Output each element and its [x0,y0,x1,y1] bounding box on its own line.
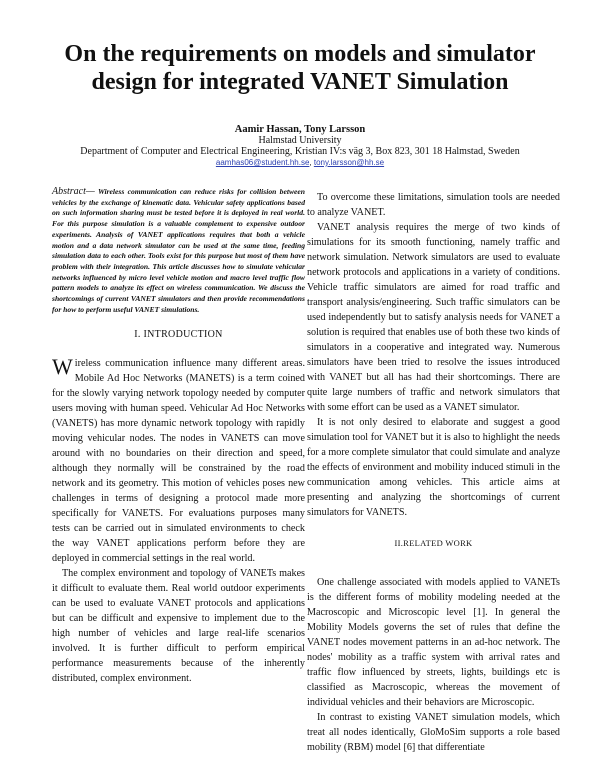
author-emails [60,157,540,169]
intro-paragraph-3: To overcome these limitations, simulation tools are needed to analyze VANET. [307,192,560,218]
intro-paragraph-5: It is not only desired to elaborate and suggest a good simulation tool for VANET but it is also to highlight the needs for a more complete simulator that could simulate and analyze the effects of environment and mobility induced stimuli in the communication among vehicles. This article aims at presenting and analyzing the shortcomings of current simulators for VANETS. [307,417,560,518]
drop-cap: W [52,354,73,380]
paper-title: On the requirements on models and simulator design for integrated VANET Simulation [64,41,536,95]
related-paragraph-2: In contrast to existing VANET simulation models, which treat all nodes identically, GloMoSim supports a role based mobility (RBM) model [6] that differentiate [307,712,560,753]
email-link-larsson[interactable]: tony.larsson@hh.se [313,158,385,167]
abstract [52,187,305,315]
intro-paragraph-4: VANET analysis requires the merge of two kinds of simulations for its smooth functioning, namely traffic and network simulation. Network simulators are used to evaluate network protocols and applications in a variety of conditions. Vehicle traffic simulators are aimed for road traffic and transport analysis/engineering. Such traffic simulators can be used independently but to satisfy analysis needs for VANET a solution is required that enables use of both these two kinds of simulators in a cooperative and integrated way. Numerous simulators have been tried to resolve the issues introduced with VANET but all has had their shortcomings. There are quite large numbers of traffic and network simulators that with some effort can be used as a VANET simulator. [307,222,560,413]
intro-paragraph-2: The complex environment and topology of VANETs makes it difficult to evaluate them. Real world outdoor experiments can be used to evaluate VANET protocols and applications but can be difficult and expensive to implement due to the high number of vehicles and large real-life scenarios involved. It is further difficult to perform empirical performance measurements because of the inherently distributed, complex environment. [52,568,305,685]
abstract-text: Wireless communication can reduce risks for collision between vehicles by the exchange of kinematic data. Vehicular safety applications based on such information sharing must be tested before it is deployed in real world. For this purpose simulation is a valuable complement to expensive outdoor experiments. Analysis of VANET applications requires that both a vehicle motion and a data network simulator can be used at the same time, feeding simulation data to each other. Tools exist for this purpose but most of them have problem with their integration. This article discusses how to simulate vehicular networks influenced by micro level vehicle motion and macro level traffic flow pattern models to analyze its effect on wireless communication. We discuss the shortcomings of current VANET simulators and then provide recommendations for how to perform useful VANET simulations. [52,187,305,314]
intro-paragraph-1 [52,356,305,566]
department-address: Department of Computer and Electrical Engineering, Kristian IV:s väg 3, Box 823, 301 18 Halmstad, Sweden [80,146,520,157]
author-names: Aamir Hassan, Tony Larsson [234,124,366,135]
email-separator: , [309,158,314,167]
university-affiliation: Halmstad University [258,135,342,146]
related-paragraph-1: One challenge associated with models applied to VANETs is the different forms of mobility modeling needed at the Macroscopic and Microscopic level [1]. In general the Mobility Models governs the set of rules that define the VANET nodes movement patterns in an ad-hoc network. The nodes' mobility as a traffic system with arrival rates and traffic flow influenced by streets, lights, buildings etc is classified as Macroscopic, whereas the movement of individual vehicles and their behaviors are Microscopic. [307,577,560,708]
left-column [52,187,305,686]
right-column [307,190,560,755]
abstract-label: Abstract— [52,186,95,197]
section-heading-introduction: I. INTRODUCTION [134,329,223,341]
email-link-hassan[interactable]: aamhas06@student.hh.se [215,158,310,167]
section-heading-related-work: II.RELATED WORK [394,538,473,548]
intro-paragraph-1-text: ireless communication influence many different areas. Mobile Ad Hoc Networks (MANETS) is a term coined for the slowly varying network topology needed by computer users moving with human speed. Vehicular Ad Hoc Networks (VANETS) has more dynamic network topology with rapidly moving vehicular nodes. The nodes in VANETS can move around with no boundaries on their direction and speed, although they normally will be constrained by the road network and its geometry. This motion of vehicles poses new challenges in terms of designing a protocol made more specifically for VANETS. For evaluations purposes many tests can be carried out in simulated environments to check the way VANET applications perform before they are deployed in commercial settings in the real world. [52,358,305,565]
